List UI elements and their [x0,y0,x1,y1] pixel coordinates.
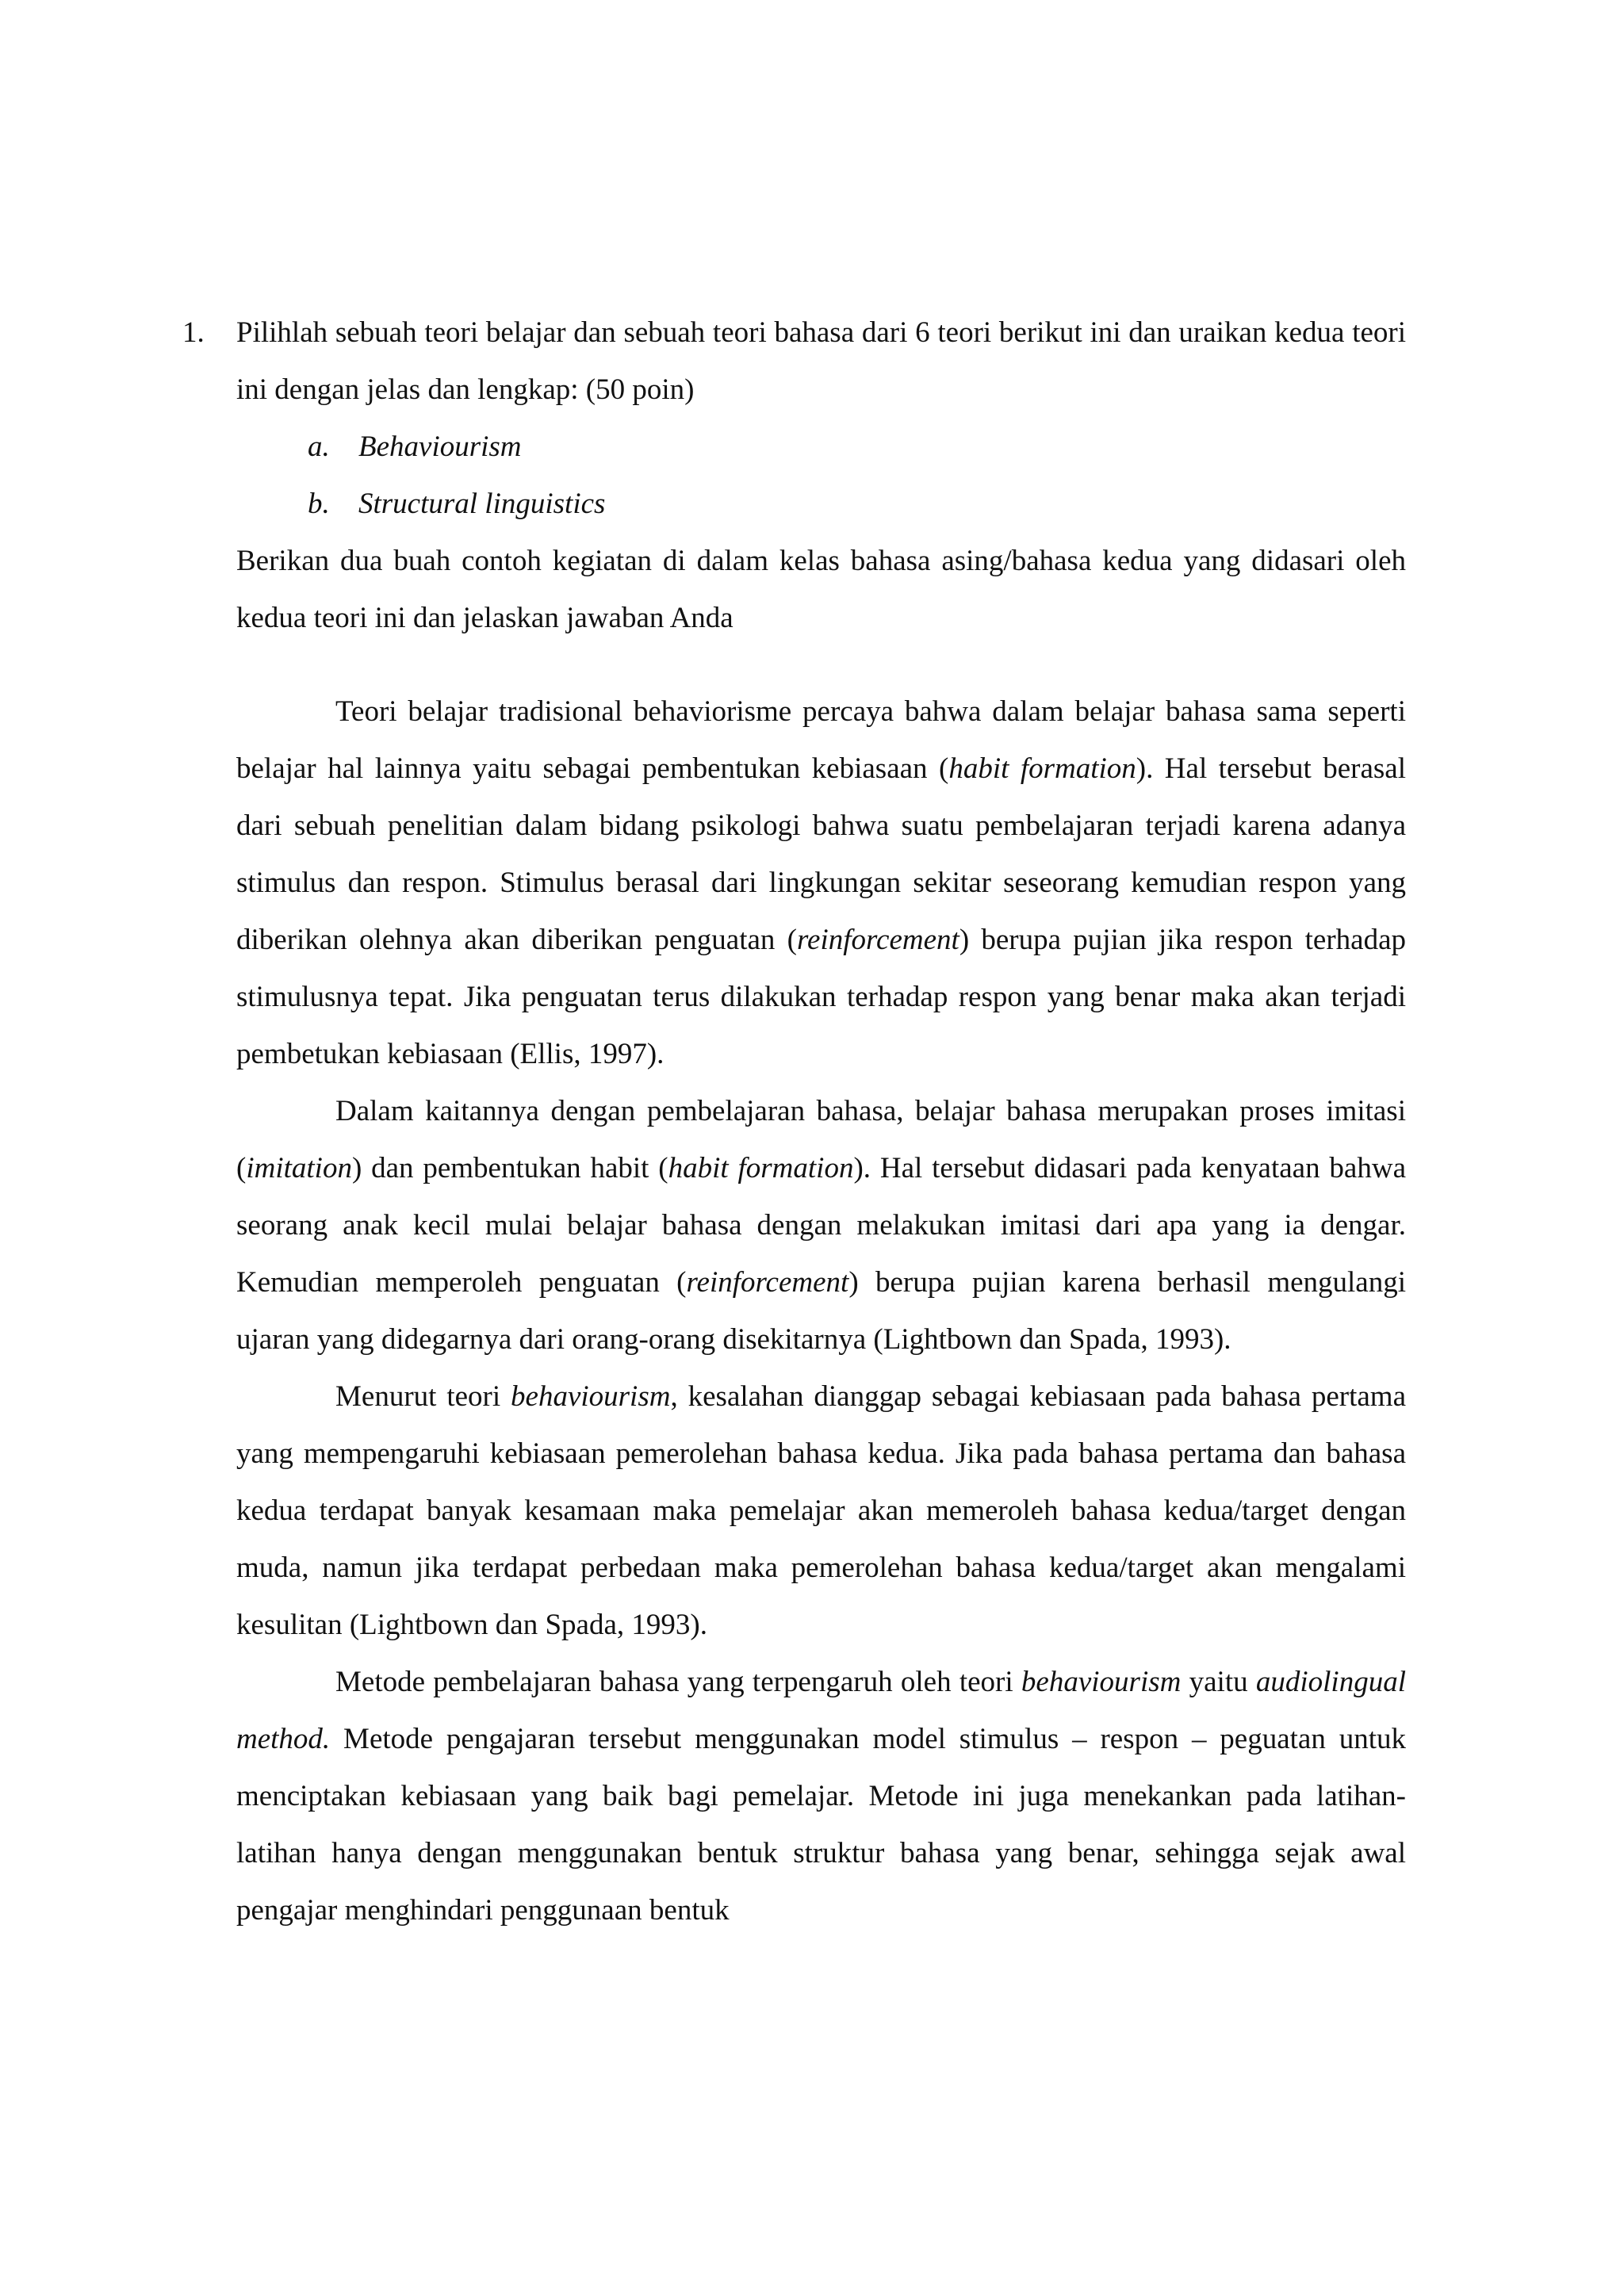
page-content [182,304,1407,1939]
answer-paragraph-3 [236,1368,1406,1654]
paragraph-text: ). Hal tersebut didasari pada kenyataan bahwa seorang anak kecil mulai belajar bahasa dengan melakukan imitasi dari apa yang ia dengar. Kemudian memperoleh penguatan ( [236,1152,1406,1299]
option-text: Structural linguistics [358,488,606,520]
italic-term: reinforcement [797,924,959,956]
question-instruction: Berikan dua buah contoh kegiatan di dalam kelas bahasa asing/bahasa kedua yang didasari oleh kedua teori ini dan jelaskan jawaban Anda [236,545,1406,634]
italic-term: audiolingual method. [236,1666,1406,1755]
answer-paragraph-1 [236,683,1406,1083]
paragraph-text: ) berupa pujian jika respon terhadap stimulusnya tepat. Jika penguatan terus dilakukan terhadap respon yang benar maka akan terjadi pembetukan kebiasaan (Ellis, 1997). [236,924,1406,1070]
question-number: 1. [182,316,205,349]
paragraph-text: Metode pengajaran tersebut menggunakan model stimulus – respon – peguatan untuk menciptakan kebiasaan yang baik bagi pemelajar. Metode ini juga menekankan pada latihan-latihan hanya dengan menggunakan bentuk struktur bahasa yang benar, sehingga sejak awal pengajar menghindari penggunaan bentuk [236,1723,1406,1927]
option-letter: b. [308,488,330,520]
paragraph-text: ) dan pembentukan habit ( [351,1152,668,1184]
option-text: Behaviourism [358,430,522,463]
paragraph-text: Menurut teori [335,1380,511,1413]
paragraph-text: ). Hal tersebut berasal dari sebuah penelitian dalam bidang psikologi bahwa suatu pembelajaran terjadi karena adanya stimulus dan respon. Stimulus berasal dari lingkungan sekitar seseorang kemudian respon yang diberikan olehnya akan diberikan penguatan ( [236,752,1406,956]
italic-term: behaviourism [511,1380,671,1413]
option-item-structural-linguistics [308,476,1406,533]
question-block [182,304,1406,647]
paragraph-text: yaitu [1181,1666,1256,1698]
question-prompt: Pilihlah sebuah teori belajar dan sebuah teori bahasa dari 6 teori berikut ini dan uraikan kedua teori ini dengan jelas dan lengkap: (50 poin) [236,316,1406,406]
paragraph-text: Dalam kaitannya dengan pembelajaran bahasa, belajar bahasa merupakan proses imitasi ( [236,1095,1406,1184]
paragraph-text: ) berupa pujian karena berhasil mengulangi ujaran yang didegarnya dari orang-orang disekitarnya (Lightbown dan Spada, 1993). [236,1266,1407,1356]
italic-term: behaviourism [1021,1666,1182,1698]
paragraph-text: Teori belajar tradisional behaviorisme percaya bahwa dalam belajar bahasa sama seperti belajar hal lainnya yaitu sebagai pembentukan kebiasaan ( [236,695,1406,785]
italic-term: habit formation [948,752,1136,785]
italic-term: reinforcement [686,1266,849,1299]
paragraph-text: Metode pembelajaran bahasa yang terpengaruh oleh teori [335,1666,1021,1698]
paragraph-text: , kesalahan dianggap sebagai kebiasaan pada bahasa pertama yang mempengaruhi kebiasaan pemerolehan bahasa kedua. Jika pada bahasa pertama dan bahasa kedua terdapat banyak kesamaan maka pemelajar akan memeroleh bahasa kedua/target dengan muda, namun jika terdapat perbedaan maka pemerolehan bahasa kedua/target akan mengalami kesulitan (Lightbown dan Spada, 1993). [236,1380,1406,1641]
option-item-behaviourism [308,419,1406,476]
italic-term: imitation [246,1152,352,1184]
answer-paragraph-4 [236,1654,1406,1939]
answer-body [236,683,1406,1939]
option-list [236,419,1406,533]
answer-paragraph-2 [236,1083,1406,1368]
italic-term: habit formation [668,1152,854,1184]
option-letter: a. [308,430,330,463]
